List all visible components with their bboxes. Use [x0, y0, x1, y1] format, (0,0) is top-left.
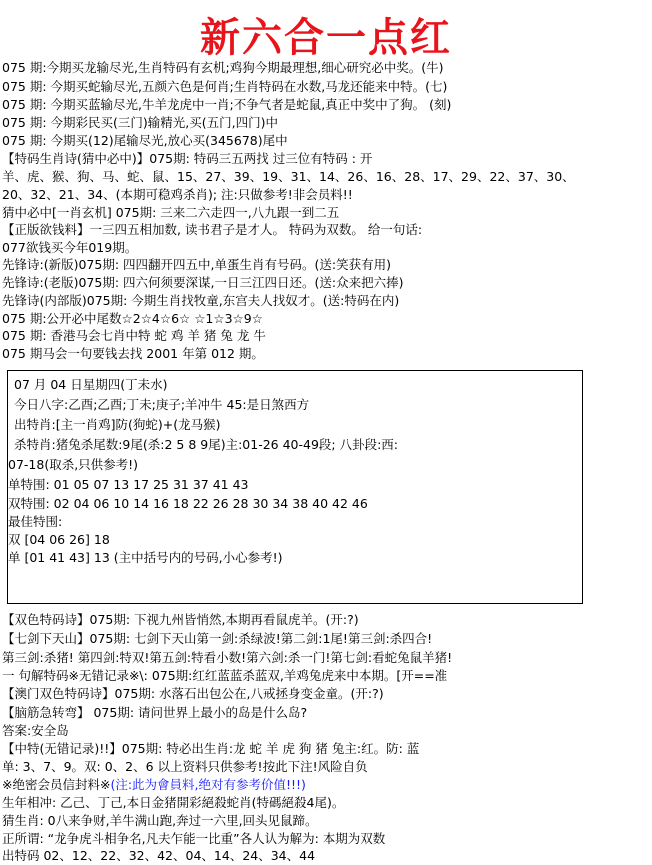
box-line: 双 [04 06 26] 18	[8, 532, 110, 547]
text-line: 075 期:公开必中尾数☆2☆4☆6☆ ☆1☆3☆9☆	[2, 311, 263, 326]
box-line: 双特围: 02 04 06 10 14 16 18 22 26 28 30 34 38 40 42 46	[8, 496, 368, 511]
text-line: 075 期: 香港马会七肖中特 蛇 鸡 羊 猪 兔 龙 牛	[2, 328, 266, 343]
member-note: (注:此为會員料,绝对有参考价值!!!)	[110, 777, 306, 792]
text-line: 【特码生肖诗(猜中必中)】075期: 特码三五两找 过三位有特码 : 开	[2, 151, 373, 166]
secret-label: ※绝密会员信封料※	[2, 777, 111, 792]
text-line: 单: 3、7、9。双: 0、2、6 以上资料只供参考!按此下注!风险自负	[2, 759, 368, 774]
text-line: 【双色特码诗】075期: 下视九州皆悄然,本期再看鼠虎羊。(开:?)	[2, 612, 359, 627]
text-line: 出特码 02、12、22、32、42、04、14、24、34、44	[2, 848, 316, 863]
text-line: 【澳门双色特码诗】075期: 水落石出包公在,八戒拯身变金童。(开:?)	[2, 686, 384, 701]
box-line: 今日八字:乙酉;乙酉;丁未;庚子;羊冲牛 45:是日煞西方	[14, 397, 310, 412]
box-line: 出特肖:[主一肖鸡]防(狗蛇)+(龙马猴)	[14, 417, 221, 432]
text-line: 羊、虎、猴、狗、马、蛇、鼠、15、27、39、19、31、14、26、16、28、17、29、22、37、30、	[2, 169, 575, 184]
box-line: 单特围: 01 05 07 13 17 25 31 37 41 43	[8, 477, 249, 492]
text-line: 一 句解特码※无错记录※\: 075期:红红蓝蓝杀蓝双,羊鸡兔虎来中本期。[开==准	[2, 668, 448, 683]
text-line: 猜生肖: 0八来争财,羊牛满山跑,奔过一六里,回头见鼠蹄。	[2, 813, 318, 828]
text-line: 先锋诗:(老版)075期: 四六何须要深谋,一日三江四日还。(送:众来把六捧)	[2, 275, 404, 290]
text-line: 077欲钱买今年019期。	[2, 240, 138, 255]
text-line	[2, 777, 306, 792]
text-line: 075 期马会一句要钱去找 2001 年第 012 期。	[2, 346, 264, 361]
text-line: 075 期: 今期买(12)尾输尽光,放心买(345678)尾中	[2, 133, 288, 148]
text-line: 答案:安全岛	[2, 723, 69, 738]
text-line: 075 期: 今期买蓝输尽光,牛羊龙虎中一肖;不争气者是蛇鼠,真正中奖中了狗。 (刻)	[2, 97, 452, 112]
text-line: 【七剑下天山】075期: 七剑下天山第一剑:杀绿波!第二剑:1尾!第三剑:杀四合!	[2, 631, 433, 646]
box-line: 最佳特围:	[8, 514, 63, 529]
text-line: 【正版欲钱料】一三四五相加数, 读书君子是才人。 特码为双数。 给一句话:	[2, 222, 423, 237]
text-line: 正所谓: “龙争虎斗相争名,凡夫乍能一比重”各人认为解为: 本期为双数	[2, 831, 386, 846]
info-box	[7, 370, 583, 604]
text-line: 075 期:今期买龙输尽光,生肖特码有玄机;鸡狗今期最理想,细心研究必中奖。(牛)	[2, 60, 444, 75]
box-line: 单 [01 41 43] 13 (主中括号内的号码,小心参考!)	[8, 550, 283, 565]
text-line: 第三剑:杀猪! 第四剑:特双!第五剑:特看小数!第六剑:杀一门!第七剑:看蛇兔鼠羊猪!	[2, 650, 453, 665]
page-title: 新六合一点红	[200, 14, 452, 61]
text-line: 【脑筋急转弯】 075期: 请问世界上最小的岛是什么岛?	[2, 705, 308, 720]
text-line: 20、32、21、34、(本期可稳鸡杀肖); 注:只做参考!非会员料!!	[2, 187, 353, 202]
text-line: 075 期: 今期彩民买(三门)输精光,买(五门,四门)中	[2, 115, 278, 130]
text-line: 先锋诗(内部版)075期: 今期生肖找牧童,东宫夫人找奴才。(送:特码在内)	[2, 293, 400, 308]
text-line: 075 期: 今期买蛇输尽光,五颜六色是何肖;生肖特码在水数,马龙还能来中特。(七)	[2, 79, 448, 94]
box-line: 07-18(取杀,只供参考!)	[8, 457, 139, 472]
text-line: 先锋诗:(新版)075期: 四四翻开四五中,单蛋生肖有号码。(送:笑获有用)	[2, 257, 391, 272]
box-line: 07 月 04 日星期四(丁未水)	[14, 377, 168, 392]
text-line: 生年相冲: 乙己、丁己,本日金猪開彩絕殺蛇肖(特碼絕殺4尾)。	[2, 795, 345, 810]
text-line: 猜中必中[一肖玄机] 075期: 三来二六走四一,八九跟一到二五	[2, 205, 340, 220]
text-line: 【中特(无错记录)!!】075期: 特必出生肖:龙 蛇 羊 虎 狗 猪 兔主:红。防: 蓝	[2, 741, 420, 756]
box-line: 杀特肖:猪兔杀尾数:9尾(杀:2 5 8 9尾)主:01-26 40-49段; 八卦段:西:	[14, 437, 399, 452]
